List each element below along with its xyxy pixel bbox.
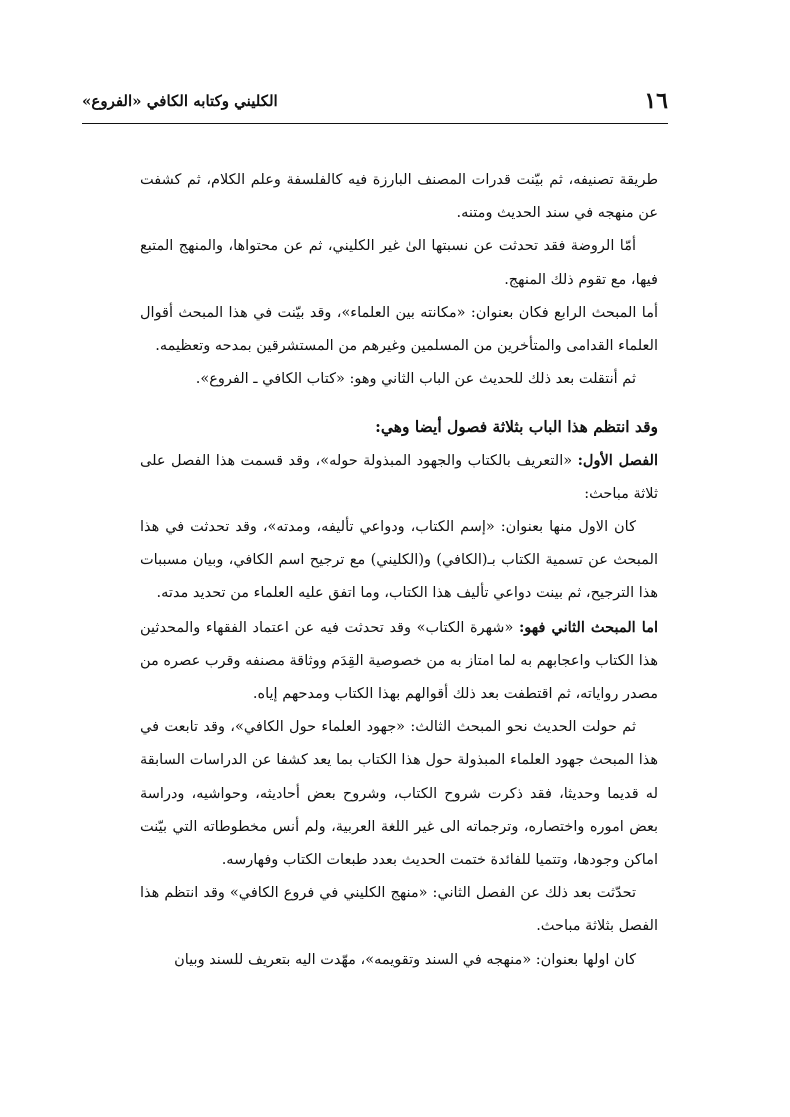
page-header xyxy=(82,84,668,118)
second-section-label: اما المبحث الثاني فهو: xyxy=(518,618,658,636)
paragraph-3: أما المبحث الرابع فكان بعنوان: «مكانته بين العلماء»، وقد بيّنت في هذا المبحث أقوال العلماء القدامى والمتأخرين من المسلمين وغيرهم من المستشرقين بمدحه وتعظيمه. xyxy=(140,304,658,355)
paragraph-4: ثم أنتقلت بعد ذلك للحديث عن الباب الثاني وهو: «كتاب الكافي ـ الفروع». xyxy=(195,371,636,388)
second-section-text: «شهرة الكتاب» وقد تحدثت فيه عن اعتماد الفقهاء والمحدثين هذا الكتاب واعجابهم به لما امتاز به من خصوصية القِدَم ووثاقة مصنفه وقرب عصره من مصدر رواياته، ثم اقتطفت بعد ذلك أقوالهم بهذا الكتاب ومدحهم إياه. xyxy=(140,619,658,703)
page-body xyxy=(140,164,658,977)
chapter-one-text: «التعريف بالكتاب والجهود المبذولة حوله»، وقد قسمت هذا الفصل على ثلاثة مباحث: xyxy=(140,452,658,502)
paragraph-1: طريقة تصنيفه، ثم بيّنت قدرات المصنف البارزة فيه كالفلسفة وعلم الكلام، ثم كشفت عن منهجه في سند الحديث ومتنه. xyxy=(140,172,658,222)
section-heading: وقد انتظم هذا الباب بثلاثة فصول أيضا وهي: xyxy=(375,417,658,437)
page-number: ١٦ xyxy=(644,88,668,114)
paragraph-2: أمّا الروضة فقد تحدثت عن نسبتها الىٰ غير الكليني، ثم عن محتواها، والمنهج المتبع فيها، مع تقوم ذلك المنهج. xyxy=(140,238,658,288)
paragraph-9: تحدّثت بعد ذلك عن الفصل الثاني: «منهج الكليني في فروع الكافي» وقد انتظم هذا الفصل بثلاثة مباحث. xyxy=(140,885,658,935)
chapter-one-label: الفصل الأول: xyxy=(577,451,658,469)
header-rule xyxy=(82,123,668,124)
paragraph-5 xyxy=(140,444,658,511)
paragraph-10: كان اولها بعنوان: «منهجه في السند وتقويمه»، مهّدت اليه بتعريف للسند وبيان xyxy=(174,951,636,968)
paragraph-6: كان الاول منها بعنوان: «إسم الكتاب، ودواعي تأليفه، ومدته»، وقد تحدثت في هذا المبحث عن تسمية الكتاب بـ(الكافي) و(الكليني) مع ترجيح اسم الكافي، وبيان مسببات هذا الترجيح، ثم بينت دواعي تأليف هذا الكتاب، وما اتفق عليه العلماء من تحديد مدته. xyxy=(140,519,658,602)
paragraph-8: ثم حولت الحديث نحو المبحث الثالث: «جهود العلماء حول الكافي»، وقد تابعت في هذا المبحث جهود العلماء المبذولة حول هذا الكتاب بما يعد كشفا عن الدراسات السابقة له قديما وحديثا، فقد ذكرت شروح الكتاب، وشروح بعض أحاديثه، وحواشيه، ودراسة بعض اموره واختصاره، وترجماته الى غير اللغة العربية، ولم أنس مخطوطاته التي بيّنت اماكن وجودها، وتتميا للفائدة ختمت الحديث بعدد طبعات الكتاب وفهارسه. xyxy=(140,719,659,869)
running-title: الكليني وكتابه الكافي «الفروع» xyxy=(82,92,278,110)
paragraph-7 xyxy=(140,611,658,712)
